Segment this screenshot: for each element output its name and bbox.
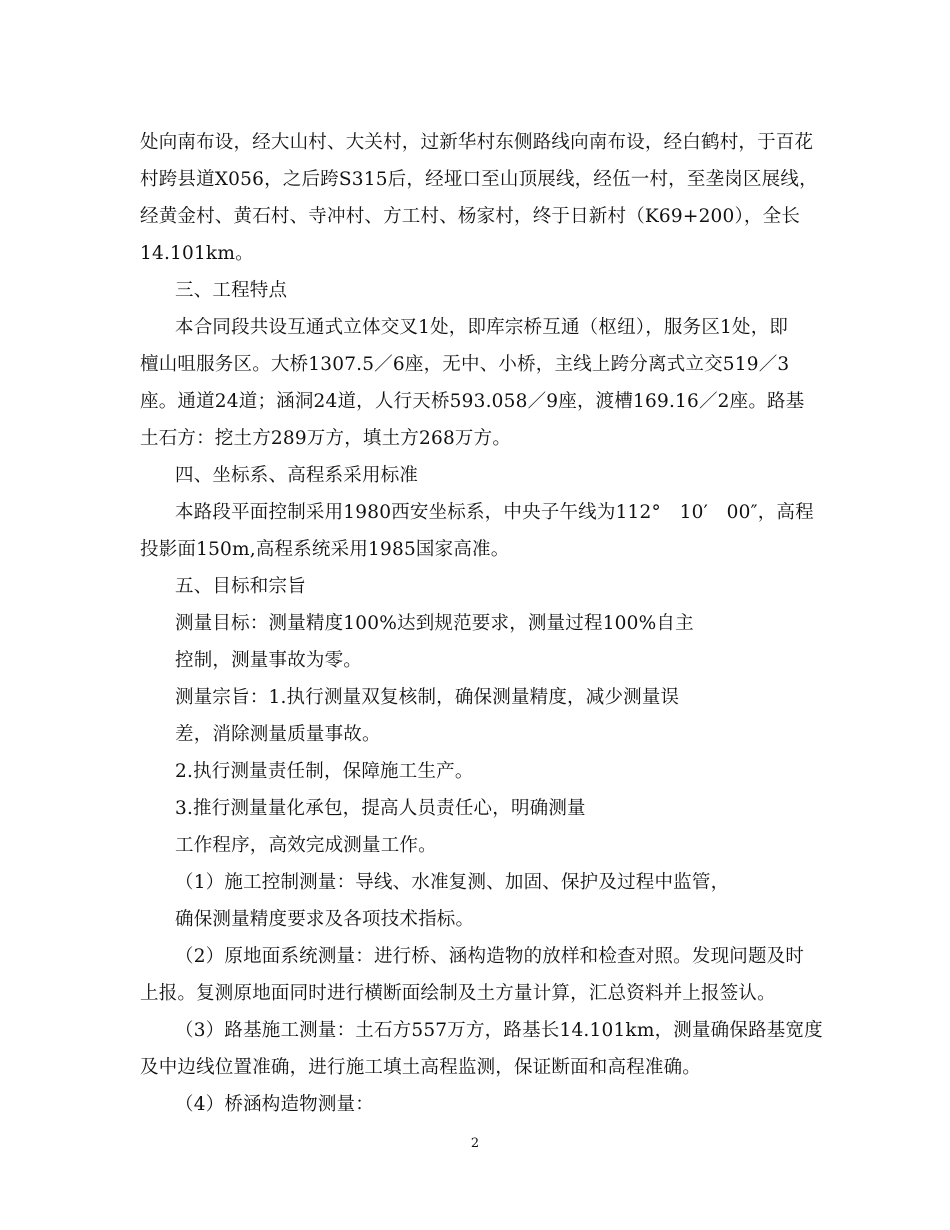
body-text-line: 控制，测量事故为零。 <box>175 650 363 671</box>
body-text-line: （2）原地面系统测量：进行桥、涵构造物的放样和检查对照。发现问题及时 <box>175 946 805 967</box>
body-text-line: 上报。复测原地面同时进行横断面绘制及土方量计算，汇总资料并上报签认。 <box>140 983 776 1004</box>
body-text-line: 2.执行测量责任制，保障施工生产。 <box>175 761 474 782</box>
page-number: 2 <box>470 1136 480 1151</box>
body-text-line: 土石方：挖土方289万方，填土方268万方。 <box>140 428 512 449</box>
body-text-line: （1）施工控制测量：导线、水准复测、加固、保护及过程中监管， <box>175 872 730 893</box>
body-text-line: （4）桥涵构造物测量： <box>175 1094 374 1115</box>
body-text-line: 测量目标：测量精度100%达到规范要求，测量过程100%自主 <box>175 613 694 634</box>
body-text-line: 工作程序，高效完成测量工作。 <box>175 835 437 856</box>
body-text-line: 差，消除测量质量事故。 <box>175 724 381 745</box>
body-text-line: 经黄金村、黄石村、寺冲村、方工村、杨家村，终于日新村（K69+200），全长 <box>140 206 801 227</box>
body-text-line: 处向南布设，经大山村、大关村，过新华村东侧路线向南布设，经白鹤村，于百花 <box>140 132 814 153</box>
section-heading: 三、工程特点 <box>175 280 288 301</box>
body-text-line: 座。通道24道；涵洞24道，人行天桥593.058／9座，渡槽169.16／2座。路基 <box>140 391 805 412</box>
section-heading: 四、坐标系、高程系采用标准 <box>175 465 419 486</box>
section-heading: 五、目标和宗旨 <box>175 576 306 597</box>
body-text-line: 确保测量精度要求及各项技术指标。 <box>175 909 475 930</box>
body-text-line: 本合同段共设互通式立体交叉1处，即库宗桥互通（枢纽），服务区1处，即 <box>175 317 789 338</box>
body-text-line: 14.101km。 <box>140 243 254 264</box>
body-text-line: 及中边线位置准确，进行施工填土高程监测，保证断面和高程准确。 <box>140 1057 702 1078</box>
body-text-line: 测量宗旨：1.执行测量双复核制，确保测量精度，减少测量误 <box>175 687 680 708</box>
body-text-line: （3）路基施工测量：土石方557万方，路基长14.101km，测量确保路基宽度 <box>175 1020 823 1041</box>
body-text-line: 投影面150m,高程系统采用1985国家高准。 <box>140 539 510 560</box>
body-text-line: 檀山咀服务区。大桥1307.5／6座，无中、小桥，主线上跨分离式立交519／3 <box>140 354 790 375</box>
body-text-line: 村跨县道X056，之后跨S315后，经垭口至山顶展线，经伍一村，至垄岗区展线， <box>140 169 818 190</box>
body-text-line: 3.推行测量量化承包，提高人员责任心，明确测量 <box>175 798 586 819</box>
body-text-line: 本路段平面控制采用1980西安坐标系，中央子午线为112° 10′ 00″，高程 <box>175 502 814 523</box>
